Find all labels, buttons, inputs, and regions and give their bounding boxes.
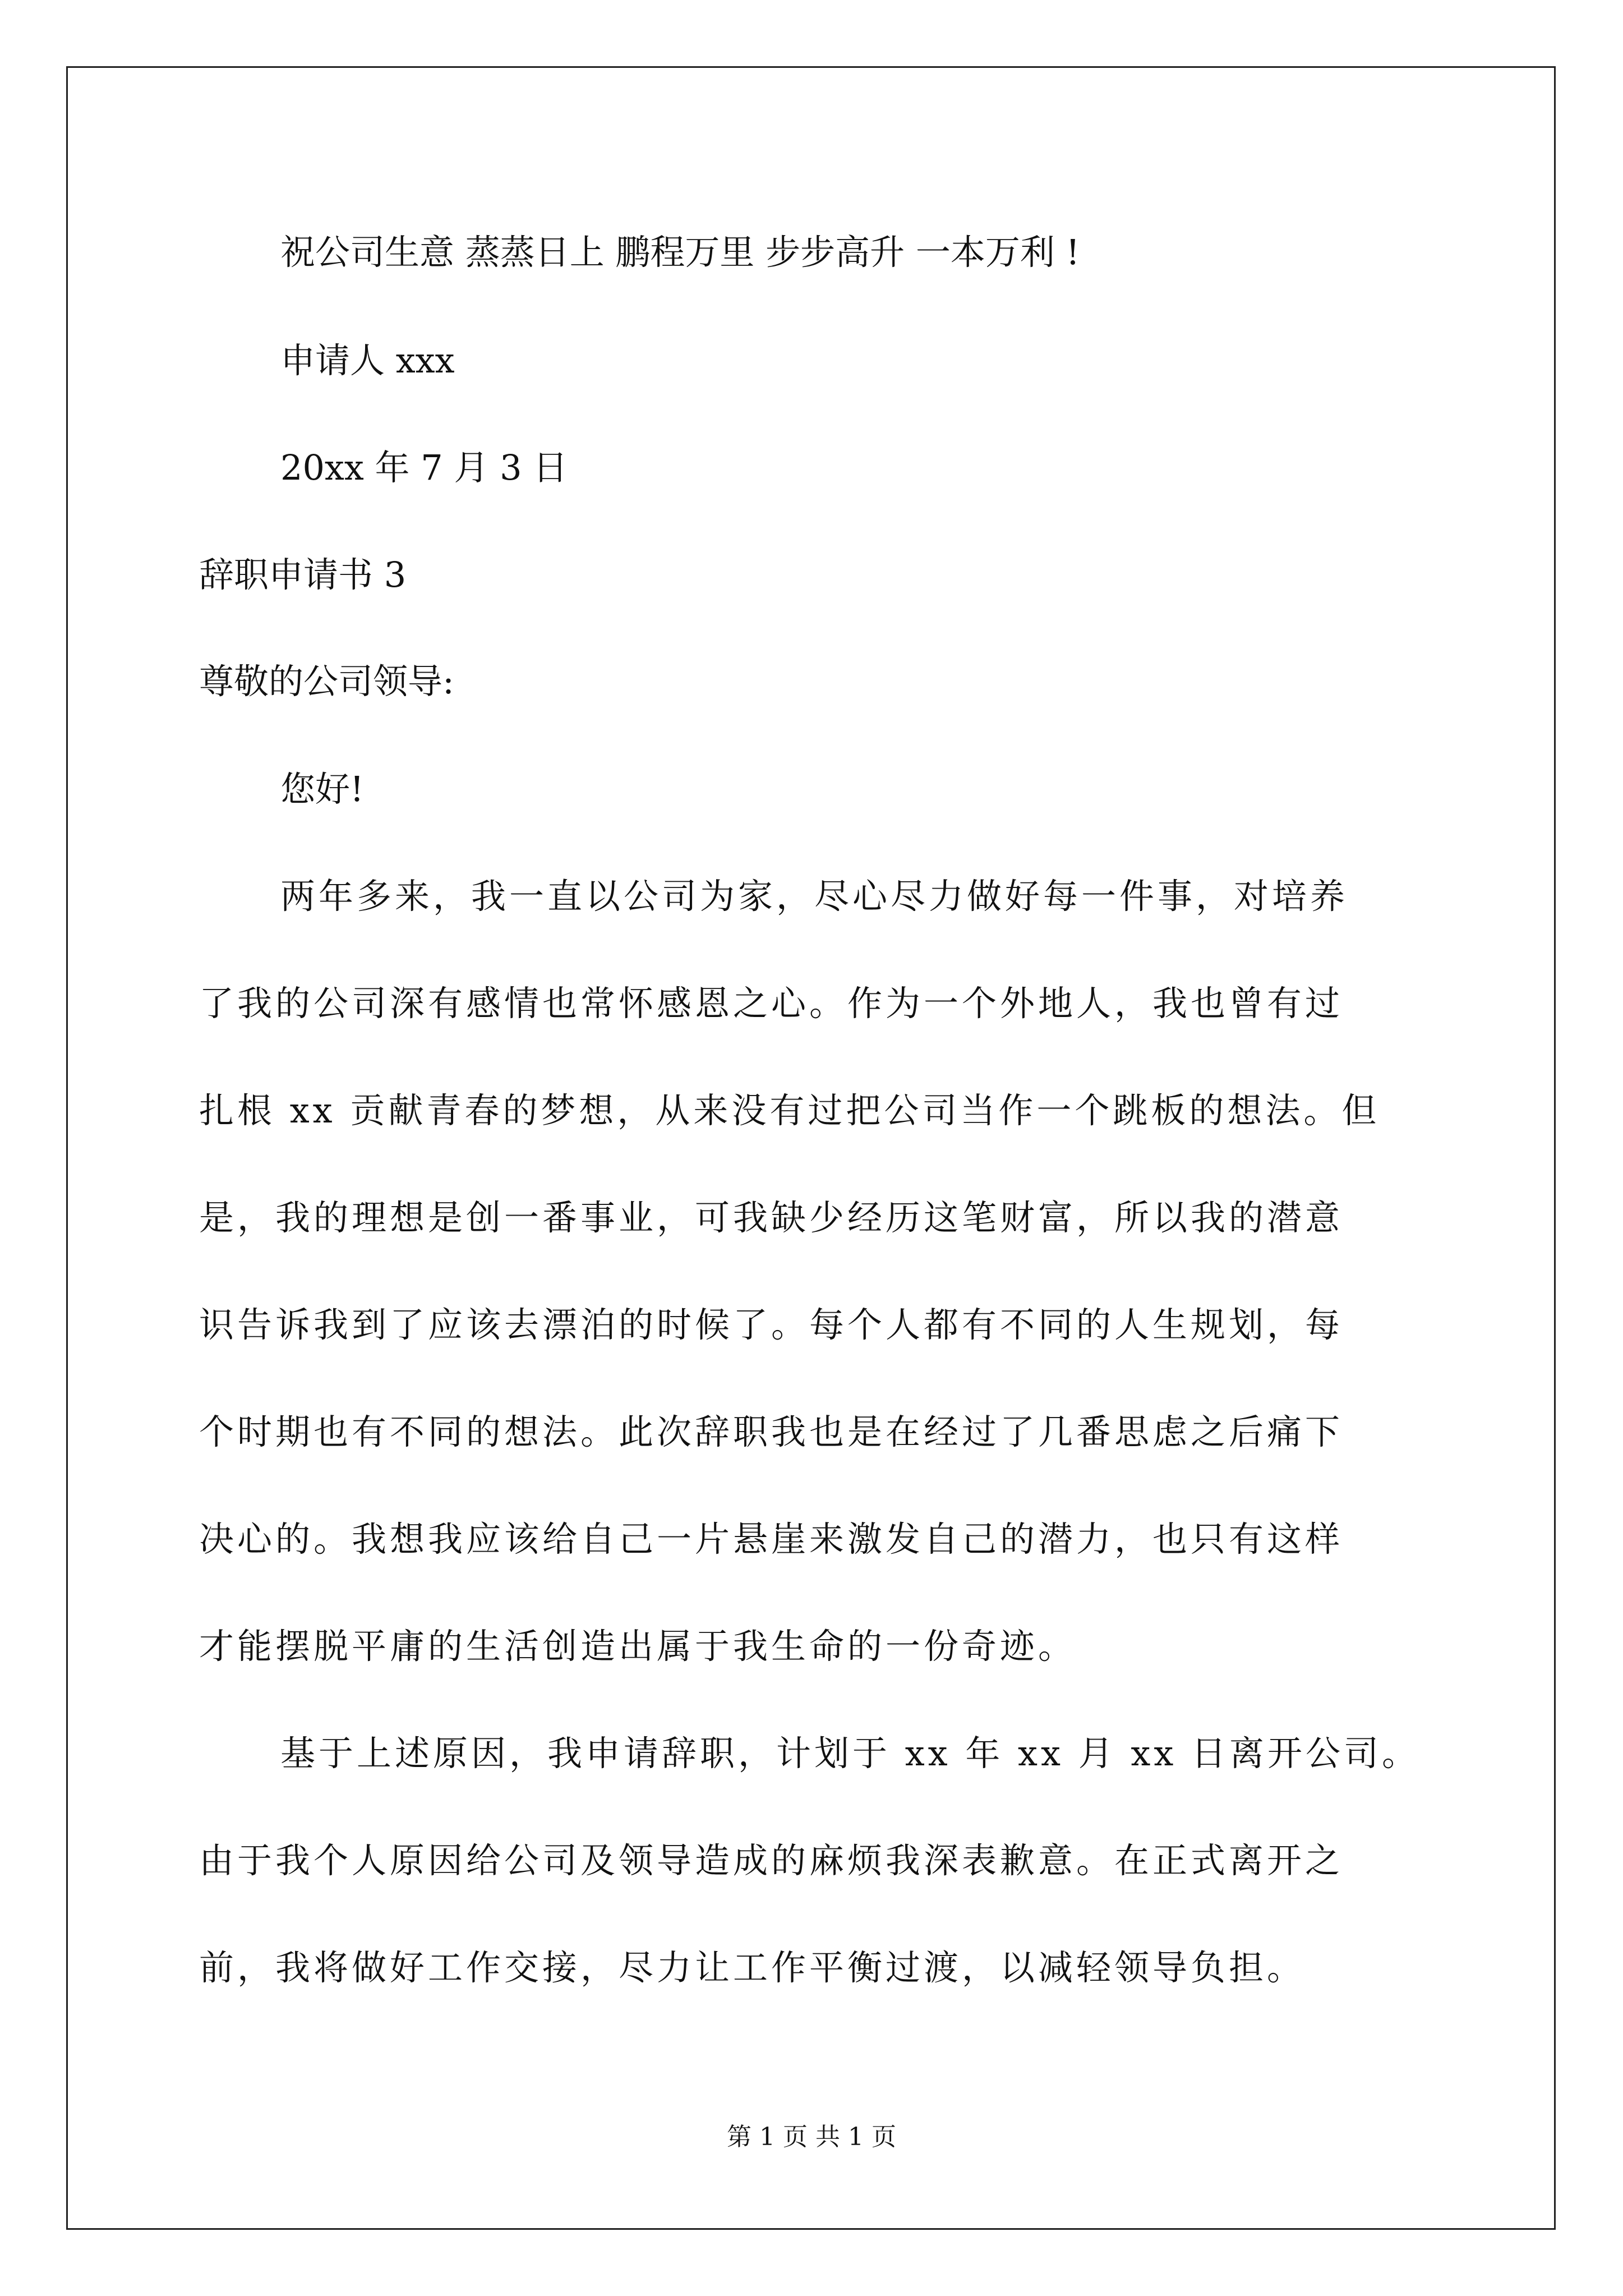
closing-date: 20xx 年 7 月 3 日: [280, 447, 568, 488]
paragraph-1-line: 两年多来，我一直以公司为家，尽心尽力做好每一件事，对培养: [280, 876, 1349, 917]
page-footer: 第 1 页 共 1 页: [727, 2123, 896, 2151]
paragraph-1-line: 扎根 xx 贡献青春的梦想，从来没有过把公司当作一个跳板的想法。但: [199, 1090, 1380, 1131]
letter-title: 辞职申请书 3: [199, 554, 407, 595]
paragraph-1-line: 是，我的理想是创一番事业，可我缺少经历这笔财富，所以我的潜意: [199, 1197, 1344, 1238]
applicant-signature: 申请人 xxx: [280, 340, 455, 381]
paragraph-1-line: 了我的公司深有感情也常怀感恩之心。作为一个外地人，我也曾有过: [199, 983, 1344, 1024]
paragraph-2-line: 基于上述原因，我申请辞职，计划于 xx 年 xx 月 xx 日离开公司。: [280, 1733, 1421, 1774]
paragraph-2-line: 前，我将做好工作交接，尽力让工作平衡过渡，以减轻领导负担。: [199, 1947, 1306, 1988]
paragraph-1-line: 个时期也有不同的想法。此次辞职我也是在经过了几番思虑之后痛下: [199, 1411, 1344, 1452]
salutation: 尊敬的公司领导:: [199, 661, 454, 702]
paragraph-2-line: 由于我个人原因给公司及领导造成的麻烦我深表歉意。在正式离开之: [199, 1840, 1344, 1881]
paragraph-1-line: 识告诉我到了应该去漂泊的时候了。每个人都有不同的人生规划，每: [199, 1304, 1344, 1345]
greeting: 您好!: [280, 769, 364, 809]
closing-wishes: 祝公司生意 蒸蒸日上 鹏程万里 步步高升 一本万利 !: [280, 232, 1080, 273]
paragraph-1-line: 决心的。我想我应该给自己一片悬崖来激发自己的潜力，也只有这样: [199, 1519, 1344, 1559]
page-border: [66, 66, 1556, 2230]
paragraph-1-line: 才能摆脱平庸的生活创造出属于我生命的一份奇迹。: [199, 1626, 1077, 1667]
